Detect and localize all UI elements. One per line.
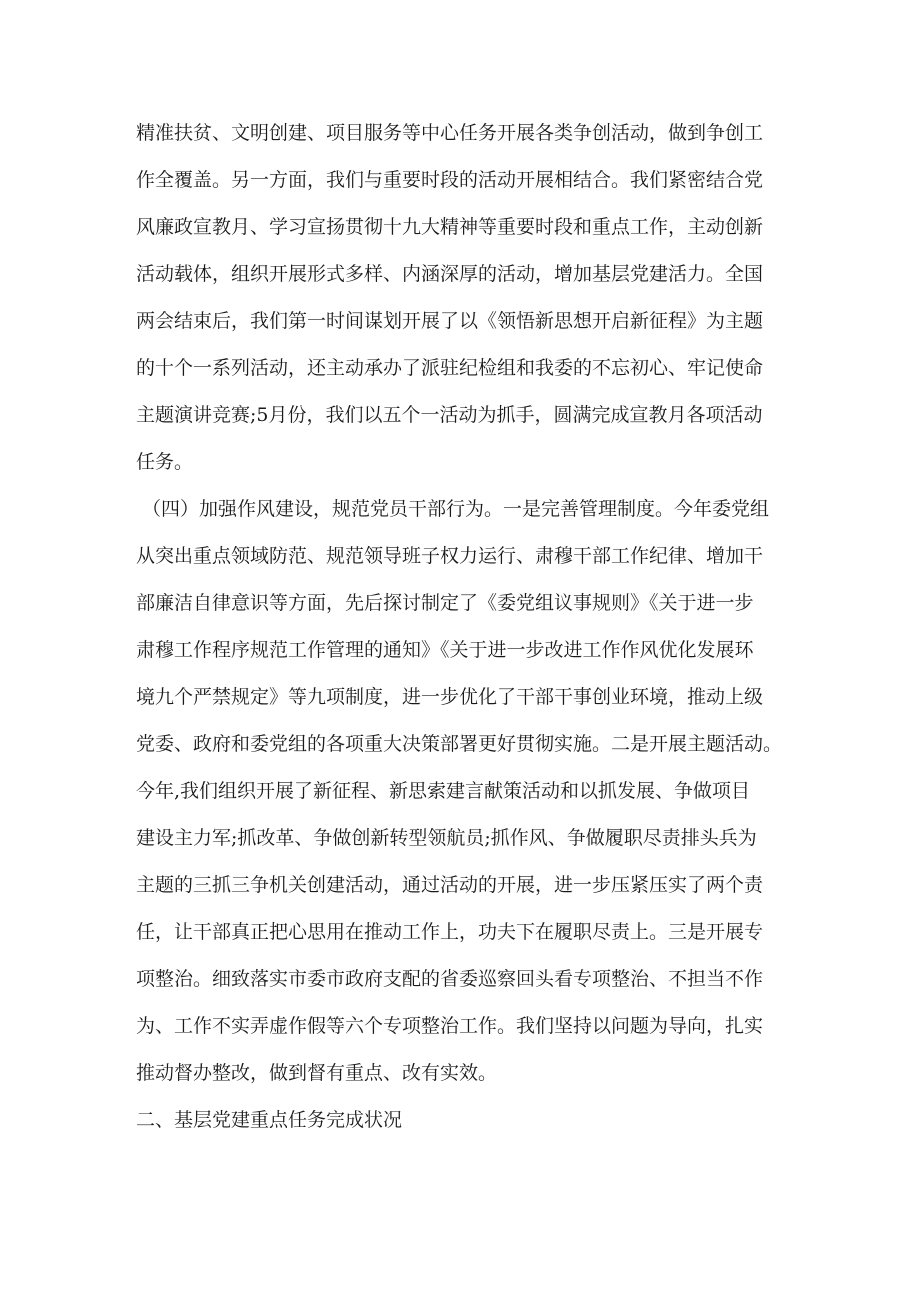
text-line: 党委、政府和委党组的各项重大决策部署更好贯彻实施。二是开展主题活动。 — [136, 733, 783, 755]
text-line: 肃穆工作程序规范工作管理的通知》《关于进一步改进工作作风优化发展环 — [136, 639, 754, 661]
text-line: 两会结束后，我们第一时间谋划开展了以《领悟新思想开启新征程》为主题 — [136, 310, 764, 332]
paragraph-2 — [136, 486, 796, 1097]
text-line: 推动督办整改，做到督有重点、改有实效。 — [136, 1062, 498, 1084]
section-heading-line: （四）加强作风建设，规范党员干部行为。一是完善管理制度。今年委党组 — [142, 498, 770, 520]
text-line: 任务。 — [136, 451, 194, 473]
document-body — [136, 110, 796, 1144]
text-line: 今年,我们组织开展了新征程、新思索建言献策活动和以抓发展、争做项目 — [136, 780, 751, 802]
text-line: 项整治。细致落实市委市政府支配的省委巡察回头看专项整治、不担当不作 — [136, 968, 764, 990]
text-line: 活动载体，组织开展形式多样、内涵深厚的活动，增加基层党建活力。全国 — [136, 263, 764, 285]
text-line: 建设主力军;抓改革、争做创新转型领航员;抓作风、争做履职尽责排头兵为 — [136, 827, 757, 849]
text-line: 作全覆盖。另一方面，我们与重要时段的活动开展相结合。我们紧密结合党 — [136, 169, 764, 191]
text-line: 风廉政宣教月、学习宣扬贯彻十九大精神等重要时段和重点工作，主动创新 — [136, 216, 764, 238]
paragraph-3 — [136, 1097, 796, 1144]
text-line: 任，让干部真正把心思用在推动工作上，功夫下在履职尽责上。三是开展专 — [136, 921, 764, 943]
text-line: 主题演讲竞赛;5月份，我们以五个一活动为抓手，圆满完成宣教月各项活动 — [136, 404, 763, 426]
text-line: 境九个严禁规定》等九项制度，进一步优化了干部干事创业环境，推动上级 — [136, 686, 764, 708]
text-line: 为、工作不实弄虚作假等六个专项整治工作。我们坚持以问题为导向，扎实 — [136, 1015, 764, 1037]
text-line: 主题的三抓三争机关创建活动，通过活动的开展，进一步压紧压实了两个责 — [136, 874, 764, 896]
text-line: 从突出重点领域防范、规范领导班子权力运行、肃穆干部工作纪律、增加干 — [136, 545, 764, 567]
text-line: 的十个一系列活动，还主动承办了派驻纪检组和我委的不忘初心、牢记使命 — [136, 357, 764, 379]
section-heading: 二、基层党建重点任务完成状况 — [136, 1109, 403, 1131]
paragraph-1 — [136, 110, 796, 486]
text-line: 部廉洁自律意识等方面，先后探讨制定了《委党组议事规则》《关于进一步 — [136, 592, 754, 614]
text-line: 精准扶贫、文明创建、项目服务等中心任务开展各类争创活动，做到争创工 — [136, 122, 764, 144]
